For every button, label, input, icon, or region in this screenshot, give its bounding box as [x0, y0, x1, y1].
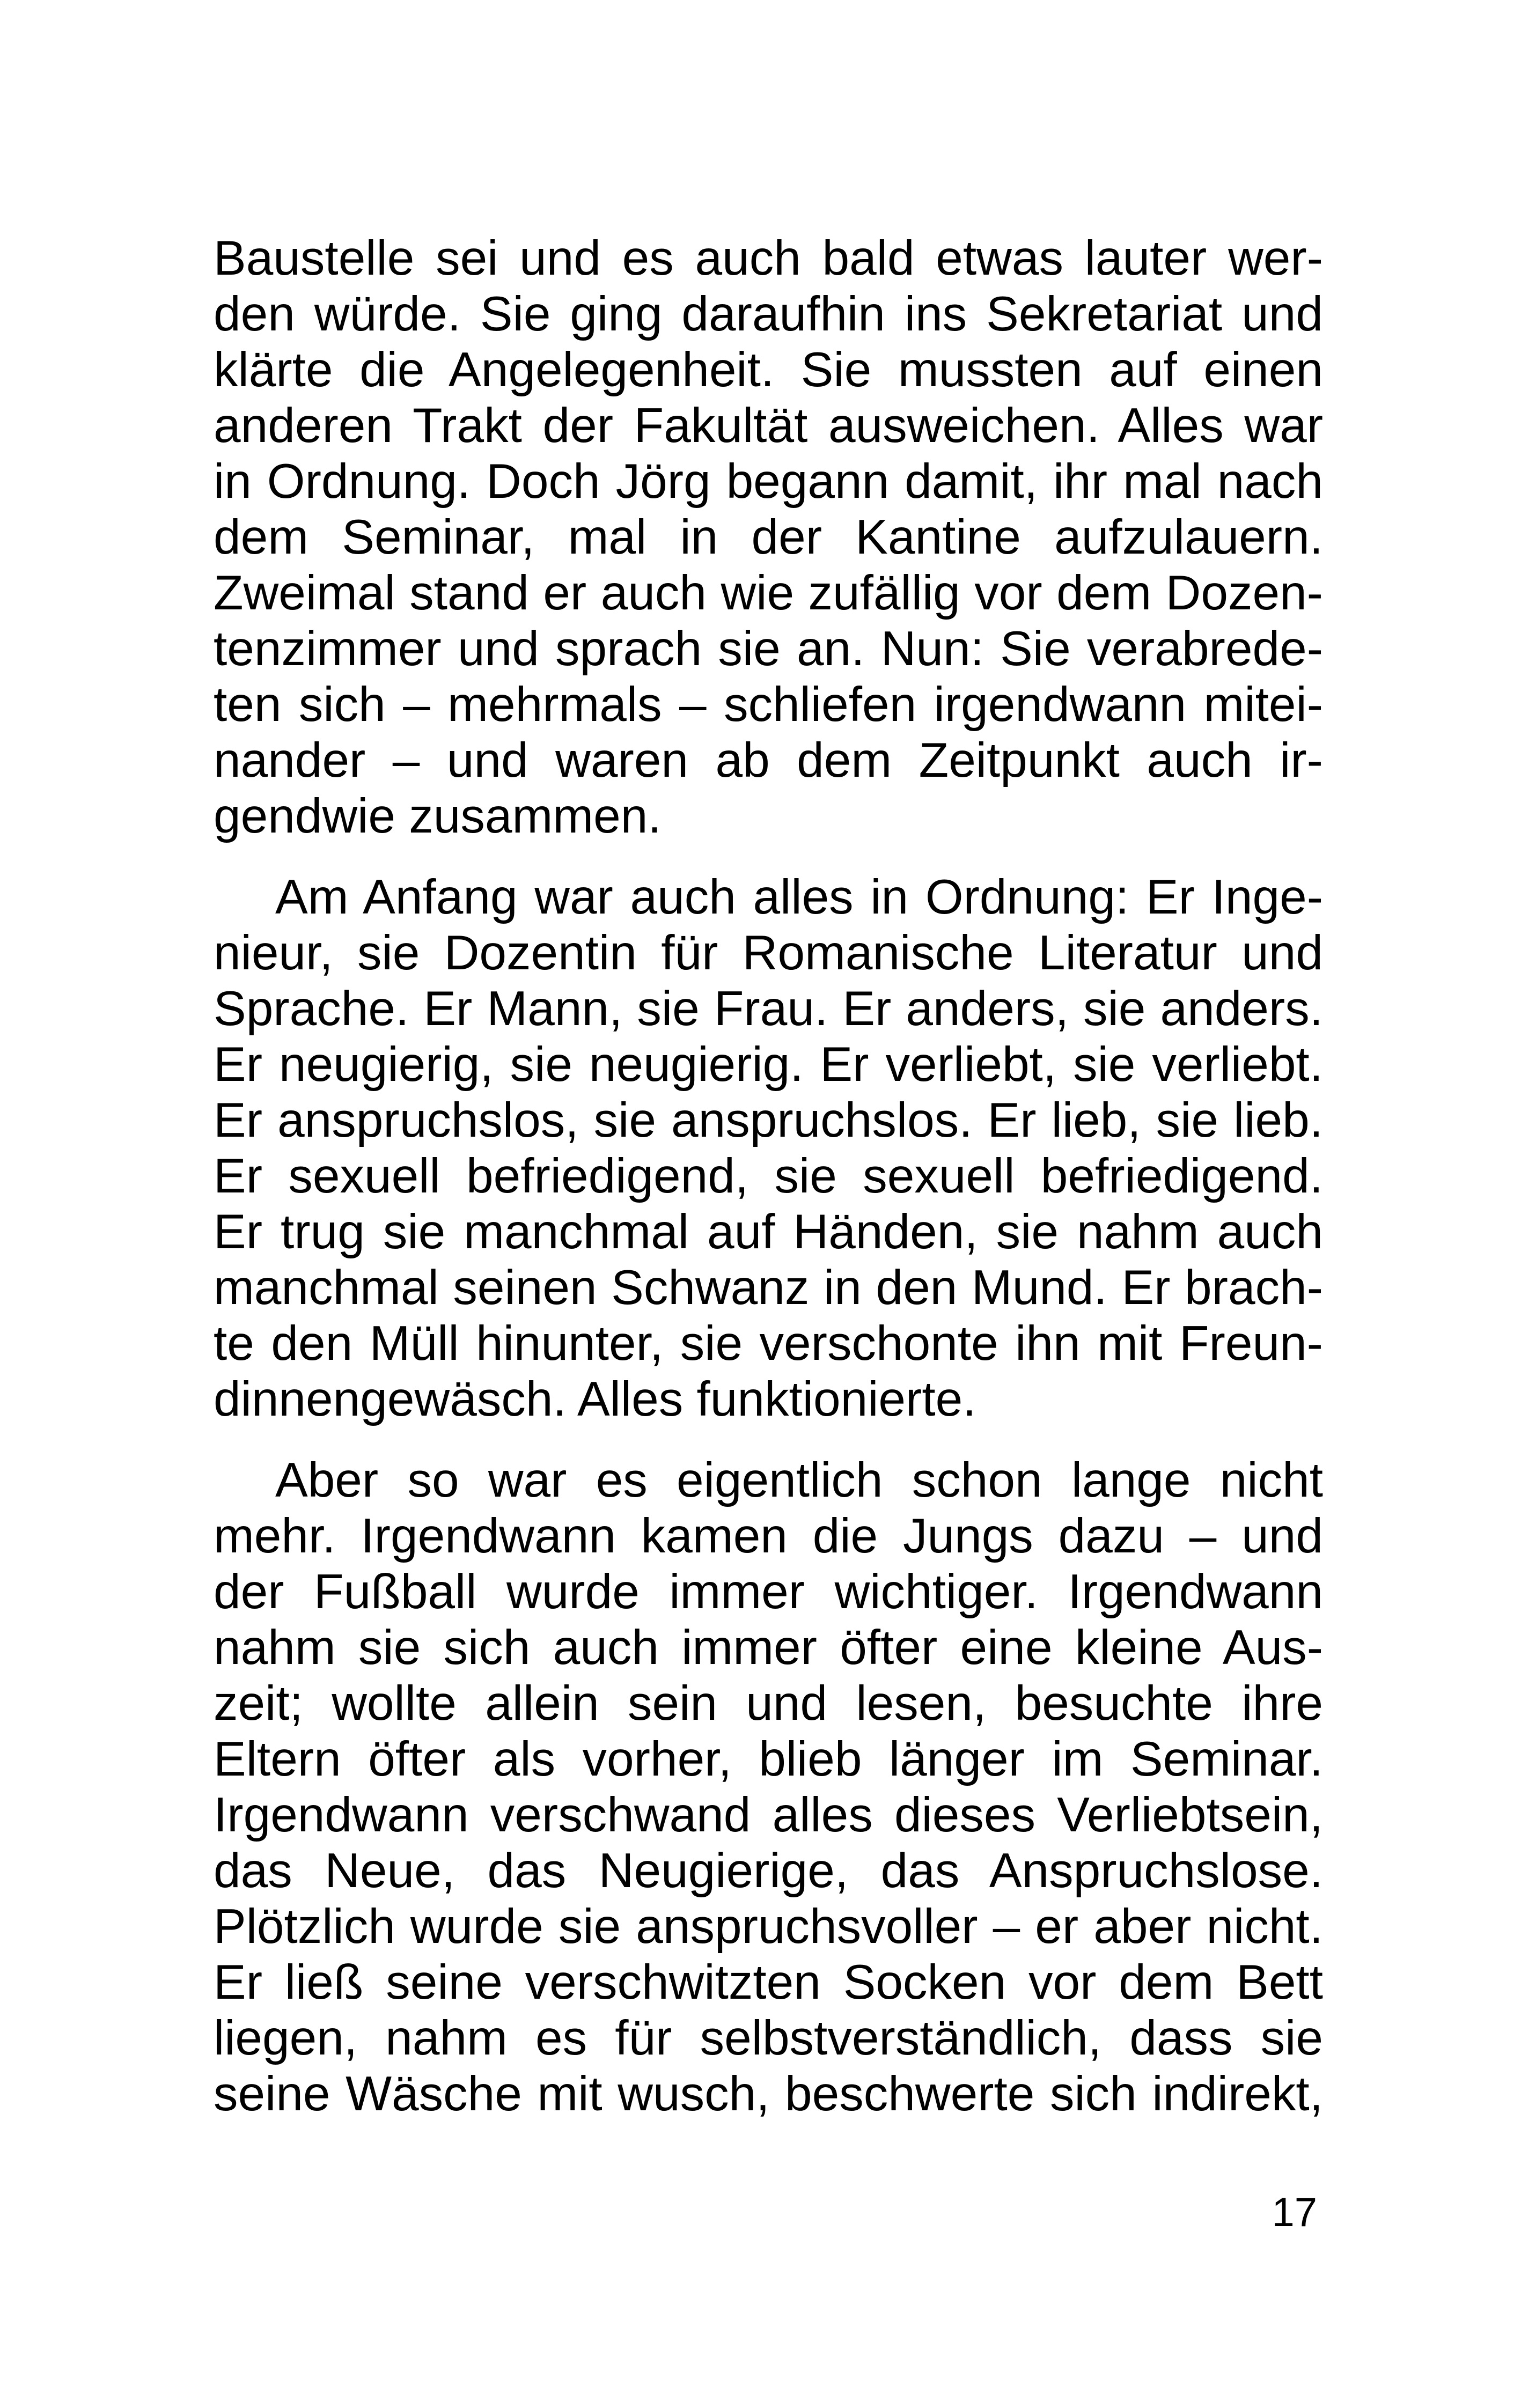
text-line: klärte die Angelegenheit. Sie mussten auf einen — [214, 343, 1323, 397]
text-line: Er ließ seine verschwitzten Socken vor dem Bett — [214, 1955, 1323, 2009]
text-line: dinnengewäsch. Alles funktionierte. — [214, 1372, 976, 1426]
text-line: manchmal seinen Schwanz in den Mund. Er brach- — [214, 1261, 1323, 1315]
text-line: das Neue, das Neugierige, das Anspruchslose. — [214, 1844, 1323, 1898]
text-line: Er neugierig, sie neugierig. Er verliebt, sie verliebt. — [214, 1037, 1323, 1092]
text-line: mehr. Irgendwann kamen die Jungs dazu – und — [214, 1509, 1323, 1563]
text-line: Er trug sie manchmal auf Händen, sie nahm auch — [214, 1205, 1323, 1259]
text-line: dem Seminar, mal in der Kantine aufzulauern. — [214, 510, 1323, 564]
text-line: tenzimmer und sprach sie an. Nun: Sie verabrede- — [214, 622, 1323, 676]
text-line: Irgendwann verschwand alles dieses Verliebtsein, — [214, 1788, 1323, 1842]
text-line: te den Müll hinunter, sie verschonte ihn mit Freun- — [214, 1316, 1323, 1371]
page-number: 17 — [1272, 2190, 1317, 2235]
text-line: in Ordnung. Doch Jörg begann damit, ihr mal nach — [214, 454, 1323, 509]
text-line: seine Wäsche mit wusch, beschwerte sich indirekt, — [214, 2067, 1323, 2121]
text-line: gendwie zusammen. — [214, 789, 662, 843]
text-line: den würde. Sie ging daraufhin ins Sekretariat und — [214, 287, 1323, 341]
text-line: Er anspruchslos, sie anspruchslos. Er lieb, sie lieb. — [214, 1093, 1323, 1147]
text-line: anderen Trakt der Fakultät ausweichen. Alles war — [214, 399, 1323, 453]
text-line: Am Anfang war auch alles in Ordnung: Er Inge- — [275, 870, 1323, 924]
paragraph-2 — [214, 870, 1323, 1427]
text-line: Plötzlich wurde sie anspruchsvoller – er aber nicht. — [214, 1899, 1323, 1954]
text-line: nieur, sie Dozentin für Romanische Literatur und — [214, 926, 1323, 980]
text-line: liegen, nahm es für selbstverständlich, dass sie — [214, 2011, 1323, 2065]
text-line: Er sexuell befriedigend, sie sexuell befriedigend. — [214, 1149, 1323, 1203]
paragraph-3 — [214, 1453, 1323, 2122]
text-line: Aber so war es eigentlich schon lange nicht — [275, 1453, 1323, 1507]
text-line: Sprache. Er Mann, sie Frau. Er anders, sie anders. — [214, 982, 1323, 1036]
text-line: nander – und waren ab dem Zeitpunkt auch ir- — [214, 733, 1323, 787]
text-line: ten sich – mehrmals – schliefen irgendwann mitei- — [214, 678, 1323, 732]
text-line: Zweimal stand er auch wie zufällig vor dem Dozen- — [214, 566, 1323, 620]
text-line: Eltern öfter als vorher, blieb länger im Seminar. — [214, 1732, 1323, 1786]
text-line: Baustelle sei und es auch bald etwas lauter wer- — [214, 231, 1323, 285]
text-line: zeit; wollte allein sein und lesen, besuchte ihre — [214, 1676, 1323, 1730]
body-text — [214, 231, 1323, 2122]
paragraph-1 — [214, 231, 1323, 844]
text-line: der Fußball wurde immer wichtiger. Irgendwann — [214, 1565, 1323, 1619]
text-line: nahm sie sich auch immer öfter eine kleine Aus- — [214, 1621, 1323, 1675]
